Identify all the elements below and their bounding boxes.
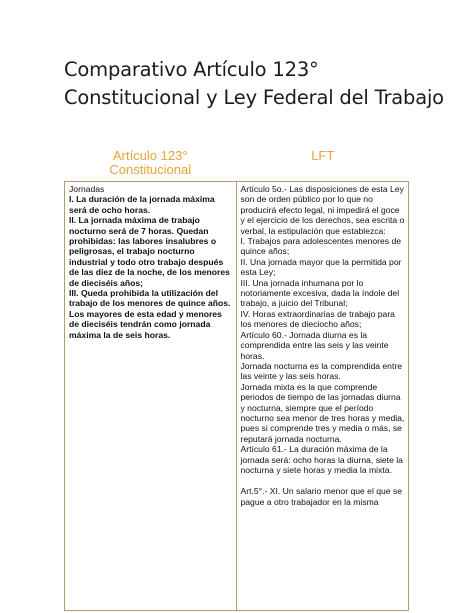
left-line-3: III. Queda prohibida la utilización del trabajo de los menores de quince años. Los mayores de esta edad y menores de dieciséis tendrán como jornada máxima la de seis horas.	[69, 288, 231, 340]
column-articulo-123	[65, 182, 237, 610]
left-line-1: I. La duración de la jornada máxima será de ocho horas.	[69, 194, 215, 215]
column-lft	[237, 182, 409, 610]
right-line-7: Jornada nocturna es la comprendida entre las veinte y las seis horas.	[240, 360, 402, 382]
right-line-3: II. Una jornada mayor que la permitida por esta Ley;	[240, 256, 402, 278]
title-line-2: Constitucional y Ley Federal del Trabajo	[64, 86, 444, 109]
page-title	[64, 56, 444, 112]
right-line-1: Artículo 5o.- Las disposiciones de esta Ley son de orden público por lo que no producirá efecto legal, ni impedirá el goce y el ejercicio de los derechos, sea escrita o verbal, la estipulación que establezca:	[240, 184, 405, 236]
header-articulo-123	[64, 141, 237, 181]
table-header	[64, 141, 409, 181]
left-line-2: II. La jornada máxima de trabajo nocturno será de 7 horas. Quedan prohibidas: las labores insalubres o peligrosas, el trabajo nocturno industrial y todo otro trabajo después de las diez de la noche, de los menores de dieciséis años;	[69, 215, 230, 288]
right-line-8: Jornada mixta es la que comprende periodos de tiempo de las jornadas diurna y nocturna, siempre que el período nocturno sea menor de tres horas y media, pues si comprende tres y media o más, se reputará jornada nocturna.	[240, 381, 405, 444]
left-heading: Jornadas	[69, 184, 105, 194]
right-line-4: III. Una jornada inhumana por lo notoriamente excesiva, dada la índole del trabajo, a juicio del Tribunal;	[240, 277, 400, 309]
header-left-line-2: Constitucional	[109, 162, 192, 177]
right-line-6: Artículo 60.- Jornada diurna es la comprendida entre las seis y las veinte horas.	[240, 329, 389, 361]
comparison-table	[64, 141, 409, 611]
spacer	[241, 475, 406, 486]
right-line-5: IV. Horas extraordinarias de trabajo para los menores de dieciocho años;	[240, 308, 395, 330]
header-left-line-1: Artículo 123°	[112, 148, 188, 163]
table-body	[64, 181, 409, 611]
right-line-2: I. Trabajos para adolescentes menores de quince años;	[240, 236, 402, 257]
right-final-line: Art.5°.- XI. Un salario menor que el que se pague a otro trabajador en la misma	[240, 486, 403, 507]
header-lft	[237, 141, 410, 181]
right-line-9: Artículo 61.- La duración máxima de la jornada será: ocho horas la diurna, siete la nocturna y siete horas y media la mixta.	[240, 444, 403, 475]
header-right-label: LFT	[311, 148, 335, 163]
title-line-1: Comparativo Artículo 123°	[64, 58, 319, 81]
